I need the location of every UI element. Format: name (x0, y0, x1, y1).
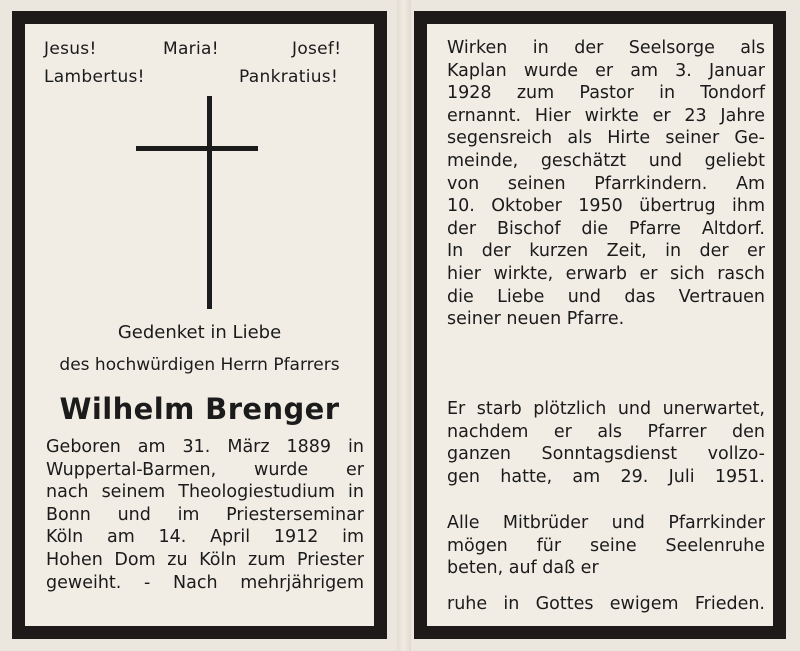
text-line: nach seinem Theologiestudium in (46, 482, 364, 503)
text-line: Hohen Dom zu Köln zum Priester (46, 549, 364, 570)
text-line: Wirken in der Seelsorge als (447, 38, 765, 58)
deceased-name: Wilhelm Brenger (59, 392, 340, 426)
text-line: hier wirkte, erwarb er sich rasch (447, 263, 765, 284)
text-line: Er starb plötzlich und unerwartet, (447, 399, 765, 419)
cross-icon-bar (136, 146, 258, 151)
text-line: 1928 zum Pastor in Tondorf (447, 83, 765, 104)
invocation-jesus: Jesus! (44, 39, 97, 59)
invocation-pankratius: Pankratius! (239, 67, 339, 87)
biography-paragraph-3 (447, 512, 765, 580)
text-line: ernannt. Hier wirkte er 23 Jahre (447, 105, 765, 126)
biography-left (46, 436, 364, 594)
text-line: Wuppertal-Barmen, wurde er (46, 459, 364, 480)
right-page (414, 11, 786, 639)
text-line: Bonn und im Priesterseminar (46, 504, 364, 525)
invocation-josef: Josef! (292, 39, 342, 59)
closing-line: ruhe in Gottes ewigem Frieden. (447, 594, 765, 614)
cross-icon (207, 96, 212, 309)
invocation-lambertus: Lambertus! (44, 67, 145, 87)
text-line: In der kurzen Zeit, in der er (447, 241, 765, 262)
text-line: von seinen Pfarrkindern. Am (447, 173, 765, 194)
text-line: Geboren am 31. März 1889 in (46, 437, 364, 457)
left-page (12, 11, 387, 639)
remembrance-line: Gedenket in Liebe (117, 322, 282, 343)
text-line: seiner neuen Pfarre. (447, 309, 625, 330)
text-line: nachdem er als Pfarrer den (447, 421, 765, 442)
text-line: 10. Oktober 1950 übertrug ihm (447, 196, 765, 217)
biography-paragraph-1 (447, 37, 765, 331)
priest-title: des hochwürdigen Herrn Pfarrers (59, 355, 340, 375)
invocation-maria: Maria! (163, 39, 219, 59)
card-fold (397, 0, 411, 651)
text-line: Alle Mitbrüder und Pfarrkinder (447, 513, 765, 533)
text-line: segensreich als Hirte seiner Ge- (447, 128, 765, 149)
text-line: ganzen Sonntagsdienst vollzo- (447, 444, 765, 465)
text-line: Köln am 14. April 1912 im (46, 527, 364, 548)
text-line: Kaplan wurde er am 3. Januar (447, 60, 765, 81)
text-line: mögen für seine Seelenruhe (447, 535, 765, 556)
biography-paragraph-2 (447, 398, 765, 488)
text-line: der Bischof die Pfarre Altdorf. (447, 218, 765, 239)
text-line: beten, auf daß er (447, 558, 599, 579)
text-line: gen hatte, am 29. Juli 1951. (447, 466, 765, 487)
text-line: die Liebe und das Vertrauen (447, 286, 765, 307)
text-line: meinde, geschätzt und geliebt (447, 150, 765, 171)
text-line: geweiht. - Nach mehrjährigem (46, 572, 364, 593)
